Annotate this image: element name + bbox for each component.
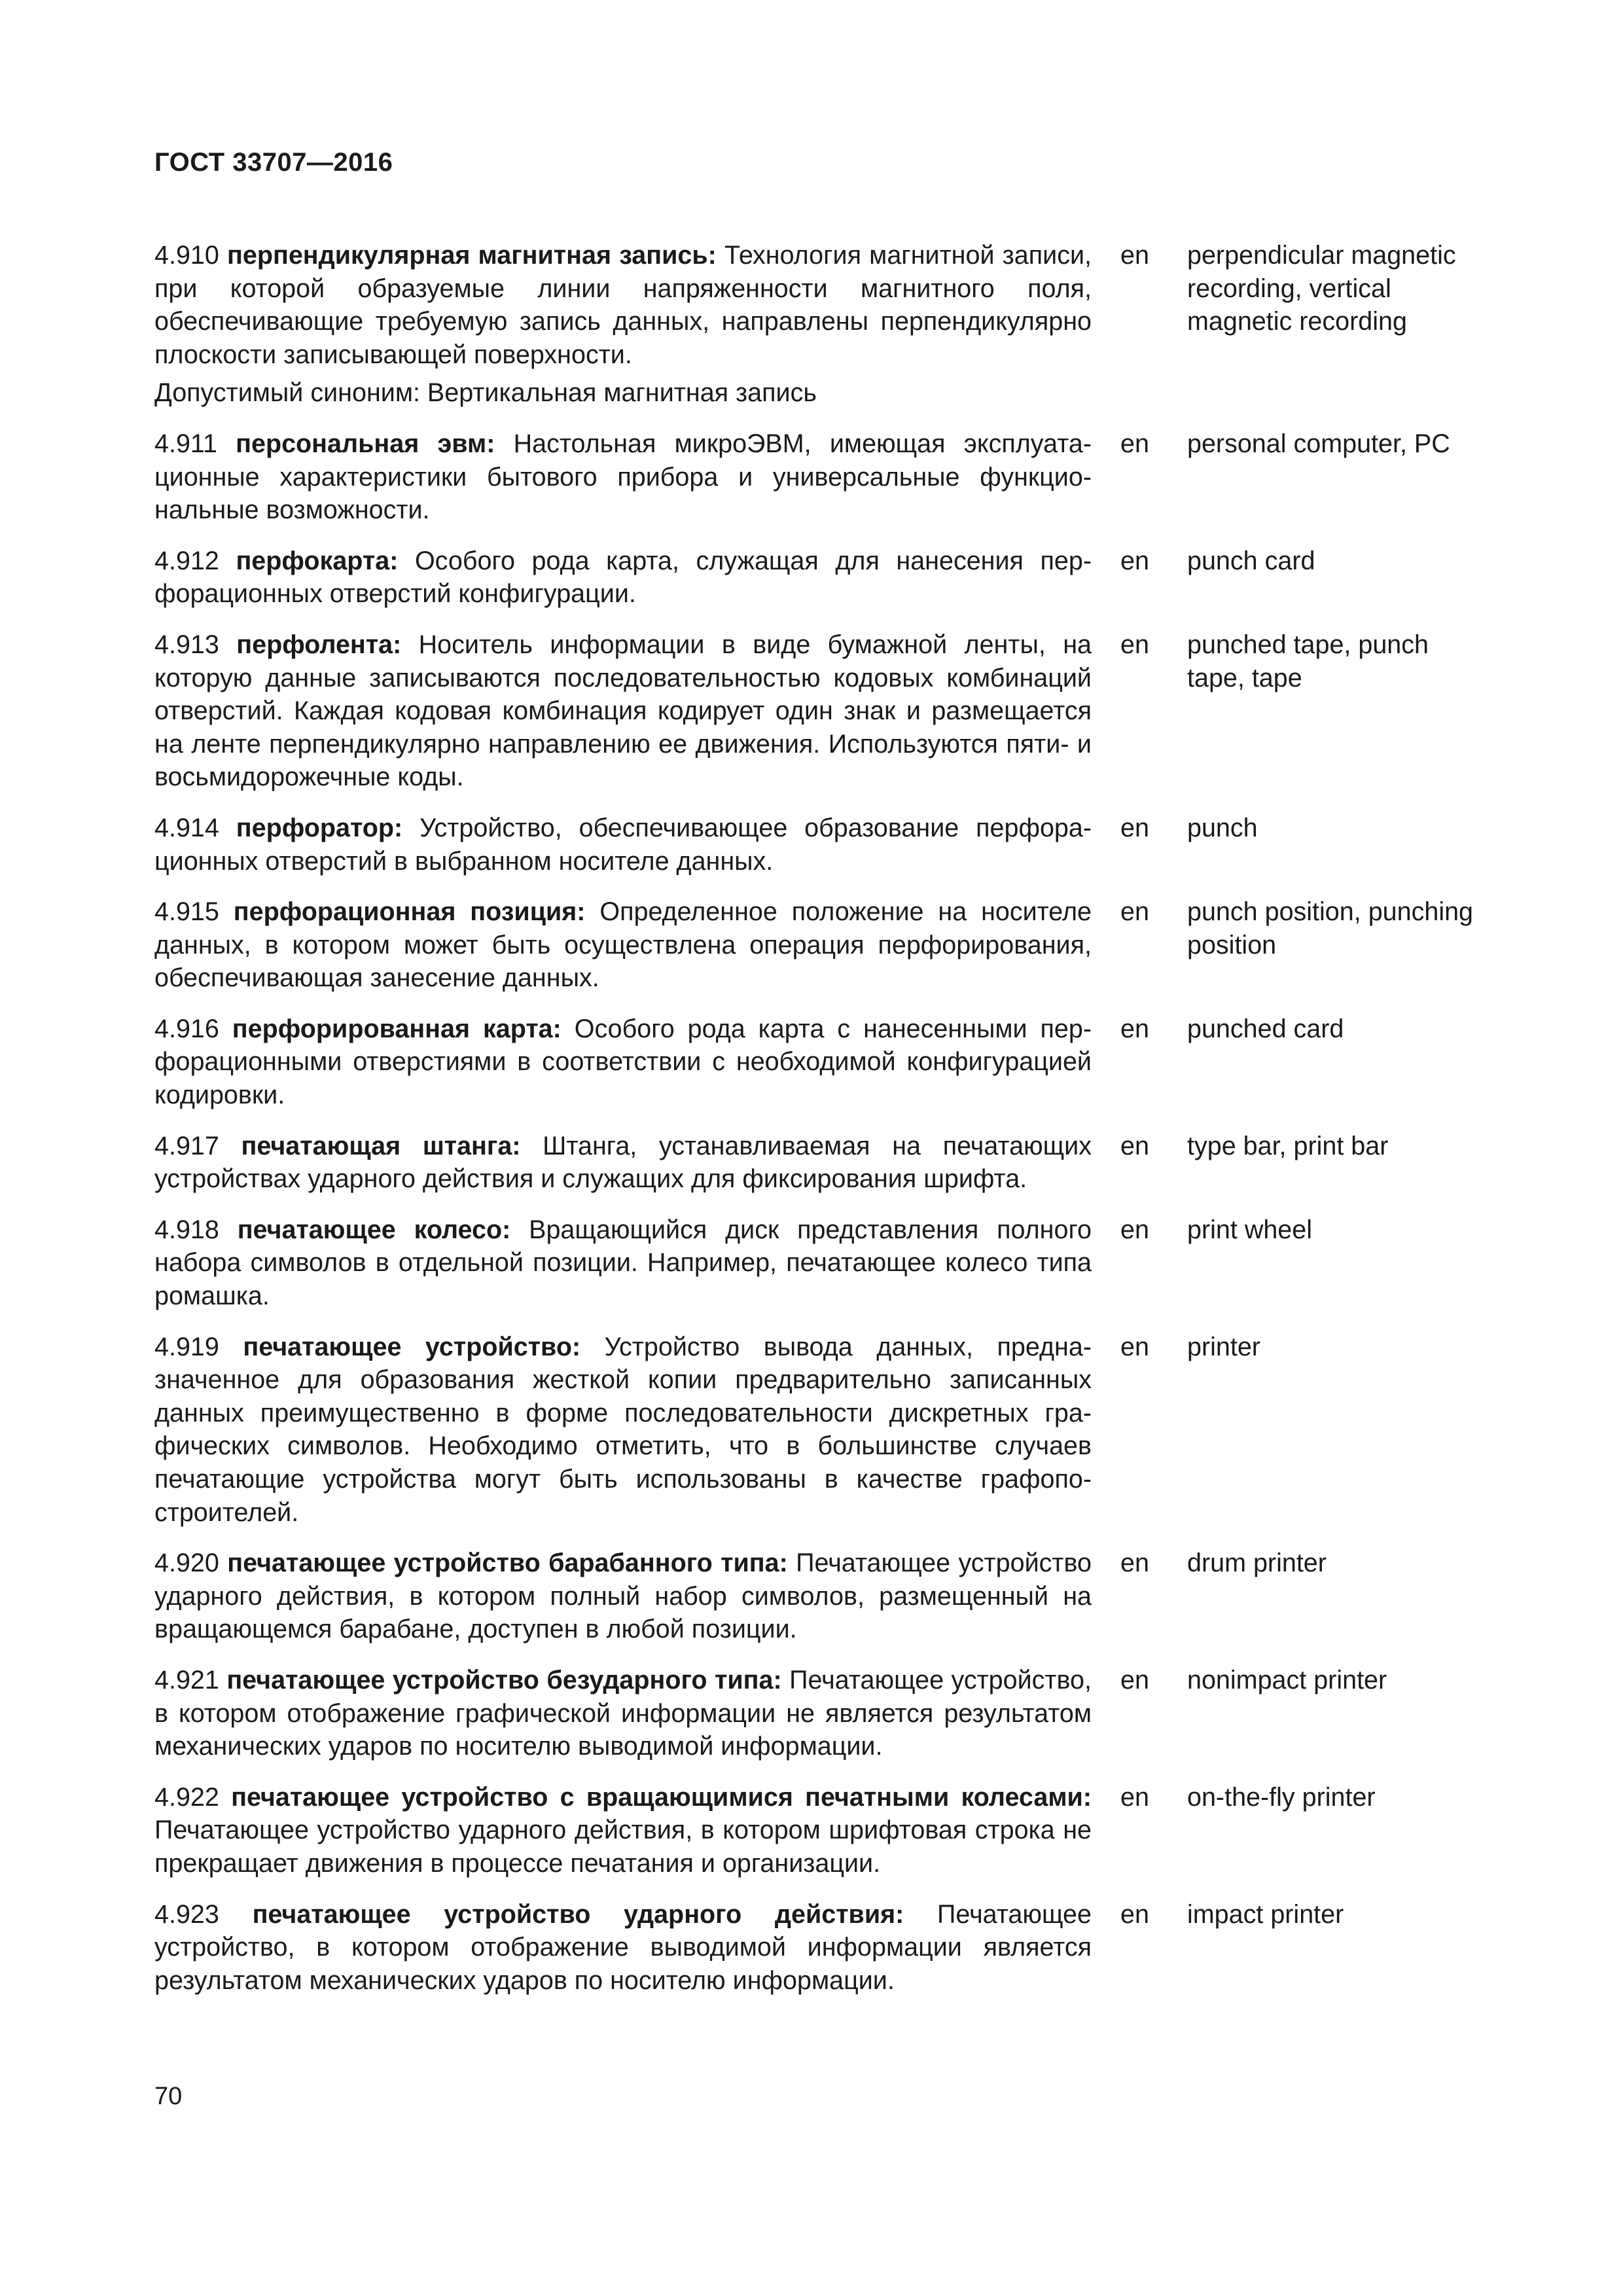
entry-english-term: type bar, print bar <box>1187 1131 1389 1160</box>
entry-text <box>154 895 1092 995</box>
entry-language-code: en <box>1120 1899 1149 1929</box>
entry-definition: Особого рода карта, служащая для нанесения перфорационных отверстий конфигурации. <box>154 546 1092 609</box>
entry-number: 4.922 <box>154 1782 219 1812</box>
entry-number: 4.918 <box>154 1215 219 1244</box>
entry-body <box>154 239 1092 410</box>
entry-definition: Устройство вывода данных, предназначенное для образования жесткой копии предварительно записанных данных преимущественно в форме последовательности дискретных графических символов. Необходимо отметить, что в большинстве случаев печатающие устройства могут быть использованы в качестве графопостроителей. <box>154 1332 1092 1527</box>
entry-definition: Особого рода карта с нанесенными перфорационными отверстиями в соответствии с необходимой конфигурацией кодировки. <box>154 1014 1092 1110</box>
entry-text <box>154 1781 1092 1880</box>
entry-term: перфоратор: <box>236 813 403 842</box>
entry-definition: Штанга, устанавливаемая на печатающих устройствах ударного действия и служащих для фиксирования шрифта. <box>154 1131 1092 1194</box>
term-entry <box>154 1898 1483 1998</box>
entry-definition: Носитель информации в виде бумажной ленты, на которую данные записываются последовательностью кодовых комбинаций отверстий. Каждая кодовая комбинация кодирует один знак и размещается на ленте перпендикулярно направлению ее движения. Используются пяти- и восьмидорожечные коды. <box>154 630 1092 792</box>
entry-body <box>154 812 1092 878</box>
entry-text <box>154 1547 1092 1646</box>
entry-body <box>154 1547 1092 1646</box>
entry-english-term: printer <box>1187 1332 1260 1361</box>
entry-definition: Настольная микроЭВМ, имеющая эксплуатационные характеристики бытового прибора и универсальные функциональные возможности. <box>154 429 1092 525</box>
entry-number: 4.914 <box>154 813 219 842</box>
entry-language-code: en <box>1120 1215 1149 1244</box>
entry-english-term: print wheel <box>1187 1215 1313 1244</box>
term-entry <box>154 895 1483 995</box>
entry-number: 4.910 <box>154 241 219 270</box>
entry-term: печатающее устройство с вращающимися печатными колесами: <box>231 1782 1092 1812</box>
entry-english-term: personal computer, PC <box>1187 429 1450 458</box>
entry-language-code: en <box>1120 630 1149 659</box>
entry-number: 4.923 <box>154 1899 219 1929</box>
entry-number: 4.919 <box>154 1332 219 1361</box>
entry-text <box>154 427 1092 527</box>
entry-term: печатающее устройство ударного действия: <box>252 1899 904 1929</box>
entry-text <box>154 1331 1092 1530</box>
entry-definition: Определенное положение на носителе данных, в котором может быть осуществлена операция перфорирования, обеспечивающая занесение данных. <box>154 897 1092 993</box>
entry-text <box>154 1664 1092 1763</box>
entry-language-code: en <box>1120 429 1149 458</box>
term-entry <box>154 1130 1483 1196</box>
entry-english-term: impact printer <box>1187 1899 1344 1929</box>
entry-term: перфорационная позиция: <box>233 897 586 927</box>
term-entry <box>154 1013 1483 1112</box>
term-entry <box>154 1213 1483 1313</box>
entry-text <box>154 545 1092 611</box>
entry-definition: Устройство, обеспечивающее образование перфорационных отверстий в выбранном носителе данных. <box>154 813 1092 876</box>
entry-term: печатающее устройство барабанного типа: <box>227 1549 788 1578</box>
entry-definition: Печатающее устройство, в котором отображение графической информации не является результатом механических ударов по носителю выводимой информации. <box>154 1665 1092 1761</box>
entry-number: 4.911 <box>154 429 217 458</box>
entry-body <box>154 545 1092 611</box>
entry-english-term: punch card <box>1187 546 1315 575</box>
entry-text <box>154 1213 1092 1313</box>
entry-english-term: drum printer <box>1187 1549 1327 1578</box>
entry-english-term: perpendicular magnetic recording, vertical magnetic recording <box>1187 241 1456 336</box>
entry-definition: Печатающее устройство ударного действия, в котором полный набор символов, размещенный на вращающемся барабане, доступен в любой позиции. <box>154 1549 1092 1644</box>
entry-number: 4.913 <box>154 630 219 659</box>
entry-number: 4.912 <box>154 546 219 575</box>
entry-english-term: punch position, punching position <box>1187 897 1474 960</box>
document-header: ГОСТ 33707—2016 <box>154 148 393 177</box>
term-entry <box>154 812 1483 878</box>
page-number: 70 <box>154 2083 183 2110</box>
term-entry <box>154 1331 1483 1530</box>
entry-number: 4.920 <box>154 1549 219 1578</box>
entry-number: 4.917 <box>154 1131 219 1160</box>
entry-term: перфолента: <box>236 630 402 659</box>
term-entry <box>154 427 1483 527</box>
entry-body <box>154 1664 1092 1763</box>
entry-definition: Печатающее устройство, в котором отображение выводимой информации является результатом механических ударов по носителю информации. <box>154 1899 1092 1995</box>
entry-language-code: en <box>1120 813 1149 842</box>
entry-text <box>154 1898 1092 1998</box>
entry-body <box>154 1013 1092 1112</box>
entry-definition: Технология магнитной записи, при которой образуемые линии напряженности магнитного поля, обеспечивающие требуемую запись данных, направлены перпендикулярно плоскости записывающей поверхности. <box>154 241 1092 369</box>
entry-body <box>154 895 1092 995</box>
entry-english-term: on-the-fly printer <box>1187 1782 1376 1812</box>
entry-english-term: punched tape, punch tape, tape <box>1187 630 1429 692</box>
entry-term: персональная эвм: <box>236 429 495 458</box>
entry-language-code: en <box>1120 546 1149 575</box>
entry-body <box>154 1331 1092 1530</box>
entry-synonym: Допустимый синоним: Вертикальная магнитная запись <box>154 378 817 408</box>
entry-language-code: en <box>1120 1332 1149 1361</box>
entry-language-code: en <box>1120 1782 1149 1812</box>
entry-language-code: en <box>1120 897 1149 927</box>
terms-list <box>154 239 1483 2015</box>
entry-definition: Печатающее устройство ударного действия, в котором шрифтовая строка не прекращает движения в процессе печатания и организации. <box>154 1816 1092 1878</box>
entry-term: печатающее устройство: <box>243 1332 581 1361</box>
entry-language-code: en <box>1120 1665 1149 1695</box>
entry-definition: Вращающийся диск представления полного набора символов в отдельной позиции. Например, печатающее колесо типа ромашка. <box>154 1215 1092 1311</box>
entry-term: перфокарта: <box>236 546 399 575</box>
term-entry <box>154 1664 1483 1763</box>
entry-number: 4.921 <box>154 1665 219 1695</box>
entry-english-term: nonimpact printer <box>1187 1665 1387 1695</box>
term-entry <box>154 239 1483 410</box>
entry-english-term: punch <box>1187 813 1258 842</box>
term-entry <box>154 545 1483 611</box>
entry-text <box>154 1130 1092 1196</box>
entry-body <box>154 1130 1092 1196</box>
entry-term: печатающая штанга: <box>241 1131 521 1160</box>
entry-english-term: punched card <box>1187 1014 1344 1043</box>
term-entry <box>154 1547 1483 1646</box>
entry-language-code: en <box>1120 241 1149 270</box>
entry-text <box>154 628 1092 794</box>
entry-language-code: en <box>1120 1549 1149 1578</box>
entry-term: печатающее устройство безударного типа: <box>226 1665 782 1695</box>
entry-language-code: en <box>1120 1014 1149 1043</box>
entry-text <box>154 239 1092 371</box>
entry-body <box>154 1781 1092 1880</box>
entry-term: перфорированная карта: <box>232 1014 562 1043</box>
entry-number: 4.916 <box>154 1014 219 1043</box>
entry-language-code: en <box>1120 1131 1149 1160</box>
entry-number: 4.915 <box>154 897 219 927</box>
entry-term: печатающее колесо: <box>237 1215 511 1244</box>
term-entry <box>154 628 1483 794</box>
entry-body <box>154 1898 1092 1998</box>
entry-term: перпендикулярная магнитная запись: <box>227 241 717 270</box>
entry-body <box>154 628 1092 794</box>
entry-text <box>154 812 1092 878</box>
entry-body <box>154 1213 1092 1313</box>
term-entry <box>154 1781 1483 1880</box>
entry-body <box>154 427 1092 527</box>
entry-text <box>154 1013 1092 1112</box>
